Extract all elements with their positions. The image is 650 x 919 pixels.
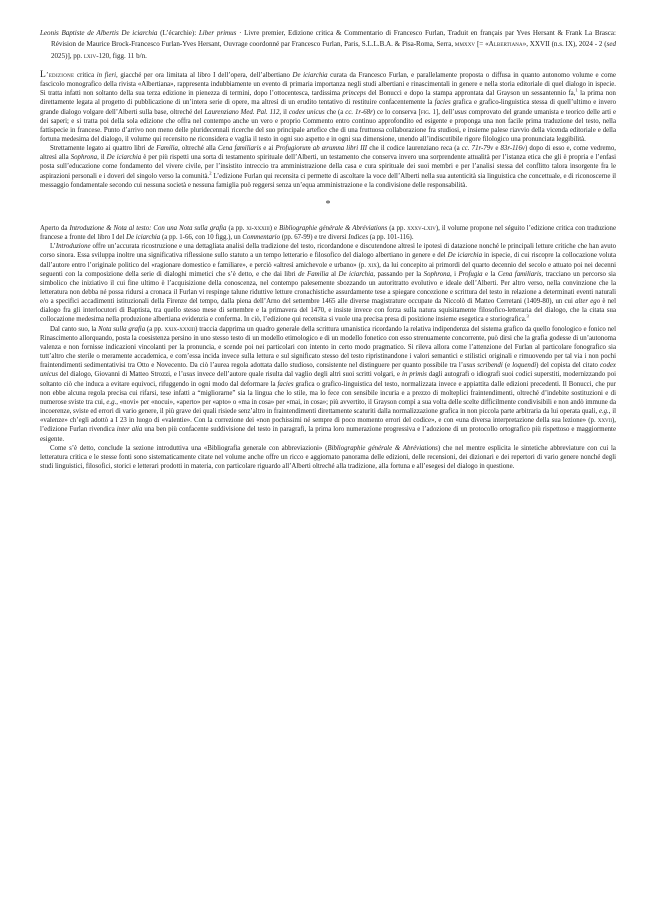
text-run: curata da Francesco Furlan, e parallelamente proposta o diffusa in quanto autonomo volume e come fascicolo monografico della rivista «Albertiana», rappresenta indubbiamente un evento di primaria importanza negli studi albertiani e rinascimentali in genere e nella storia editoriale di quel dialogo in ispecie. Si tratta infatti non soltanto della sua terza edizione in pienezza di termini, dopo l’ottocentesca, tardissima [40,71,616,98]
italic-text: Sophrona [423,270,451,278]
italic-text: De iciarchia [292,71,328,79]
text-run: ), il volume propone nel séguito l’edizione critica con traduzione francese a fronte del libro I del [40,224,617,242]
text-run: , il [279,108,289,116]
footnote-marker: 3 [526,314,529,320]
text-run: e [493,145,501,153]
italic-text: e.g. [598,408,609,416]
italic-text: 83r-116v [500,145,525,153]
text-run: , tracciano un percorso sia simbolico che iniziativo il cui fine ultimo è l’acquisizione della conoscenza, nel contempo palesemente sbozzando un autoritratto evolutivo e ideale dell’Alberti. Per altro verso, nella convinzione che la letteratura non debba né possa ridursi a cronaca il Furlan vi respinge talune riduttive letture cronachistiche assurdamente tese a spiegare concezione e scrittura del testo in relazione a determinati eventi naturali e/o a specifici accadimenti istituzionali della Firenze del tempo, dalla piena dell’Arno del settembre 1465 alle diverse magistrature occupate da Niccolò di Matteo Cerretani (1409-80), un cui [40,270,616,306]
small-caps-text: mmxxv [454,40,476,49]
text-run: L’ [50,243,56,251]
italic-text: Nota sulla grafia [98,325,146,333]
text-run: (a pp. [145,325,165,333]
small-caps-text: lxiv [83,51,97,60]
italic-text: sed [606,40,616,49]
italic-text: codex unicus [40,362,616,379]
text-run: , i [450,270,459,278]
italic-text: De iciarchia [447,252,483,260]
italic-text: facies [434,99,451,107]
italic-text: Cena familiaris [497,270,542,278]
italic-text: Cena familiaris [217,145,262,153]
italic-text: cc. 1r-68r [345,108,373,116]
footnote-marker: 1 [575,87,578,93]
text-run: (a pp. 101-116). [367,234,414,242]
text-run: ), l’edizione Furlan rivendica [40,417,616,434]
italic-text: usus [183,371,196,379]
text-run: critica [74,71,97,79]
italic-text: alter ego [575,298,601,306]
small-caps-text: xxvii [597,417,612,425]
text-run: (e [502,362,513,370]
text-run: Come s’è detto, conclude la sezione introduttiva una «Bibliografia generale con abbreviazioni» ( [50,444,328,452]
italic-text: inter alia [116,426,143,434]
small-caps-text: xi-xxxiii [246,224,270,232]
text-run: offre un’accurata ricostruzione e una dettagliata analisi della tradizione del testo, ricordandone e discutendone altresì le ipotesi di datazione nonché le principali letture critiche che han avuto corso sinora. Essa sviluppa inoltre una significativa riflessione sullo statuto a un tempo letterario e filosofico del dialogo albertiano in genere e del [40,243,616,260]
text-run: -120, figg. 11 b/n. [96,51,147,60]
text-run: grafica o grafico-linguistica del testo, normalizzata invece e appiattita dalle edizioni precedenti. Il Bonucci, che pur non ebbe alcuna regola precisa cui rifarsi, tese infatti a “migliorarne” sia la lingua che lo stile, ma lo fece con sensibile incuria e a prezzo di molteplici fraintendimenti, oltreché d’indebite sostituzioni e di numerose sviste tra cui, [40,380,616,406]
small-caps-text: ’edizione [46,71,75,79]
italic-text: Leonis Baptiste de Albertis De iciarchia [40,29,158,37]
text-run: ) ce lo conserva [ [372,108,421,116]
italic-text: loquendi [512,362,537,370]
text-run: , il «valenze» ch’egli adottò a I 23 in luogo di «valentie». Con la correzione dei «non pochissimi né sempre di poco momento errori del codice», e con «una diversa interpretazione della sua lezione» (p. [40,408,616,425]
text-run: al [328,270,339,278]
text-run: Aperto da [40,224,70,232]
text-run: · Livre premier, Edizione critica & Commentario di Francesco Furlan, Traduit en français par Yves Hersant & Frank La Brasca: Révision de Maurice Brock-Francesco Furlan-Yves Hersant, Ouvrage coordonné par Francesco Furlan, Paris, S.L.L.B.A. & Pisa-Roma, Serra, [51,29,616,49]
text-run: comprovato del grande umanista e teorico delle arti e dei saperi; e si tratta poi della sola edizione che offra nel contempo anche un vero e proprio Commento entro continuo approfondito ed esigente e proponga una non facile prima traduzione del testo, nella fattispecie in francese. Punto d’arrivo non meno delle pluridecennali ricerche del suo principale artefice che di una fruttuosa collaborazione fra studiosi, e insieme palese riavvio della vicenda editoriale e della fortuna medesima del dialogo, il volume qui recensito ne riconsidera e vaglia il testo in ogni suo aspetto e in ogni sua dimensione, unendo all’indiscutibile rigore filologico una pronunciata leggibilità. [40,108,617,143]
italic-text: cc. 71r-79v [461,145,494,153]
italic-text: Liber primus [198,29,237,37]
text-run: 2025)], pp. [51,51,84,60]
text-run: , passando per la [373,270,424,278]
text-run: (a pp. [387,224,408,232]
text-run: Dal canto suo, la [50,325,99,333]
text-run: , oltreché alla [177,145,218,153]
italic-text: usus scribendi [463,362,503,370]
text-run: e ai [261,145,276,153]
text-run: invece dell’autore quale risulta dal vaglio degli altri suoi scritti volgari, e [195,371,402,379]
italic-text: in fieri [96,71,117,79]
text-run: ) del copista del citato [536,362,601,370]
small-caps-text: xxix-xxxiii [164,325,196,333]
text-run: del dialogo, Giovanni di Matteo Strozzi, e l’ [57,371,183,379]
text-run: , «novi» per «nocui», «aperto» per «apto» o «ma in cosa» per «mai, in cosa»; più avvertito, il Grayson compì a sua volta delle scelte difficilmente condivisibili e non andò immune da incoerenze, sviste ed errori di vario genere, il più grave dei quali risiede senz’altro in fraintendimenti direttamente scaturiti dalla normalizzazione grafica in non piccola parte arbitraria da lui operata quali, [40,398,616,416]
text-run: dagli autografi o idiografi suoi codici superstiti, modernizzando poi soltanto ciò che induca a evitare equivoci, rifuggendo in ogni modo dal deformare la [40,371,617,388]
text-run: che il codice laurenziano reca (a [367,145,462,153]
text-run: (pp. 67-99) e tre diversi [279,234,349,242]
text-run: ) dopo di esso e, come vedremo, altresì alla [40,145,617,162]
text-run: e la [482,270,498,278]
text-run: Strettamente legato ai quattro libri [50,145,148,153]
body-paragraph [40,144,616,190]
italic-text: in primis [401,371,427,379]
bibliographic-citation [40,28,616,62]
italic-text: princeps [342,90,366,98]
italic-text: Introduzione & Nota al testo: Con una Nota sulla grafia [69,224,227,232]
text-run: è per più rispetti una sorta di testamento spirituale dell’Alberti, un testamento che conserva invero una sorprendente attualità per l’istanza etica che gli è propria e l’enfasi posta sull’educazione come fondamento del vivere civile, per l’insistito intreccio tra amministrazione della casa e cura spirituale dei suoi membri e per l’analisi stessa del conflitto talora insorgente fra le aspirazioni personali e i doveri del singolo verso la comunità. [40,154,617,180]
italic-text: Profugia [458,270,483,278]
italic-text: Laurenziano Med. Pal. 112 [204,108,280,116]
text-run: ) e [269,224,280,232]
italic-text: Commentario [242,234,280,242]
body-paragraph [40,444,616,471]
italic-text: Sophrona [70,154,98,162]
text-run: ), da lui concepito ai primordi del quarto decennio del secolo e attuato poi nei decenni seguenti con la composizione della serie di dialoghi mimetici che s’è detto, e che dai libri [40,261,616,278]
italic-text: e.g. [106,398,117,406]
text-run: », XXVII (n.s. IX), 2024 - 2 ( [522,40,607,49]
italic-text: Bibliographie générale & Abréviations [279,224,388,232]
italic-text: usus [454,108,467,116]
text-run: (a pp. 1-66, con 10 figg.), un [160,234,243,242]
text-run: , il [97,154,107,162]
small-caps-text: Albertiana [488,40,523,49]
italic-text: de Familia [298,270,329,278]
italic-text: De iciarchia [126,234,161,242]
italic-text: Indices [348,234,368,242]
text-run: L’edizione Furlan qui recensita ci permette di ascoltare la voce dell’Alberti nella sua autenticità sia linguistica che concettuale, e di riconoscerne il messaggio fondamentale secondo cui nessuna società e nessuna famiglia può reggersi senza un’equa amministrazione e la condivisione delle responsabilità. [40,172,616,189]
text-run: ) traccia dapprima un quadro generale della scrittura umanistica ricordando la relativa indipendenza del sistema grafico da quello fonologico e fonico nel Rinascimento allorquando, posta la coesistenza persino in uno stesso testo di un modello etimologico e di un modello fonetico con esso strenuamente concorrente, può dirsi che la grafia godesse di un’autonoma valenza e non fornisse indicazioni vincolanti per la pronuncia, e scende poi nei particolari con intento in certo modo pragmatico. Si rileva allora come l’attenzione del Furlan al particolare fonografico sia tutt’altro che sterile o meramente accademica, e com’essa incida invece sulla lettura e sul significato stesso del testo ripristinandone i valori semantici e stilistici originali e rimuovendo per tal via i non pochi fraintendimenti sedimentativisi tra Otto e Novecento. Da ciò l’aurea regola adottata dallo studioso, consistente nel distinguere per quanto possibile tra l’ [40,325,616,370]
italic-text: Introduzione [55,243,91,251]
small-caps-text: xxxv-lxiv [407,224,436,232]
italic-text: Profugiorum ab ærumna libri III [275,145,368,153]
body-paragraph [40,224,616,242]
text-run: grafica e grafico-linguistica stessa di quell’ultimo e invero grande dialogo volgare dell’Alberti sulla base, oltreché del [40,99,616,116]
text-run: una ben più confacente suddivisione del testo in paragrafi, la prima loro numerazione progressiva e l’adozione di un protocollo ortografico più rispettoso e maggiormente esigente. [40,426,616,443]
body-paragraph [40,242,616,324]
text-run: ], dell’ [435,108,455,116]
text-run: è nel dialogo fra gli interlocutori di Baptista, tra quello stesso mese di settembre e la primavera del 1470, e insiste invece con forza sulla natura squisitamente filosofico-letteraria del dialogo, che la citata sua collocazione medesima nella produzione albertiana evidenzia e conferma. In ciò, l’edizione qui recensita si vuole una precisa presa di posizione insieme esegetica e storiografica. [40,298,616,324]
text-run: [= « [475,40,489,49]
text-run: che (a [324,108,346,116]
italic-text: de Familia [147,145,178,153]
text-run: la prima non direttamente legata al progetto di pubblicazione di un’intera serie di opere, ma altresì di un erudito tentativo di restituire confacentemente la [40,90,616,107]
text-run: in ispecie, di cui riscopre la collocazione voluta dall’autore entro l’originale politico del «ragionare domestico e familiare», e perciò «altresì amichevole e urbano» (p. [40,252,616,269]
small-caps-text: fig. 1 [420,108,436,116]
small-caps-text: xix [367,261,377,269]
drop-initial: L [40,69,47,80]
body-paragraph [40,325,616,444]
italic-text: facies [277,380,294,388]
text-run: del Bonucci e dopo la stampa approntata dal Grayson un sessantennio fa, [365,90,576,98]
italic-text: codex unicus [288,108,325,116]
text-run: (L’écarchie): [157,29,199,37]
italic-text: De iciarchia [106,154,142,162]
review-section-2 [40,224,616,471]
footnote-marker: 2 [209,170,212,176]
italic-text: De iciarchia [338,270,374,278]
text-run: (a pp. [226,224,247,232]
body-paragraph [40,71,616,144]
review-section-1 [40,71,616,190]
section-divider: * [325,198,331,210]
text-run: , giacché per ora limitata al libro I dell’opera, dell’albertiano [116,71,293,79]
text-run: ) che nel mentre esplicita le sintetiche abbreviature con cui la letteratura critica e le stesse fonti sono sistematicamente citate nel volume anche offre un ricco e aggiornato panorama delle edizioni, delle recensioni, dei dizionari e dei repertori di vario genere nonché degli studi linguistici, filosofici, storici e letterari prodotti in materia, con particolare riguardo all’Alberti oltreché alla tradizione, alla fortuna e all’esegesi del dialogo in questione. [40,444,616,470]
italic-text: Bibliographie générale & Abréviations [327,444,438,452]
